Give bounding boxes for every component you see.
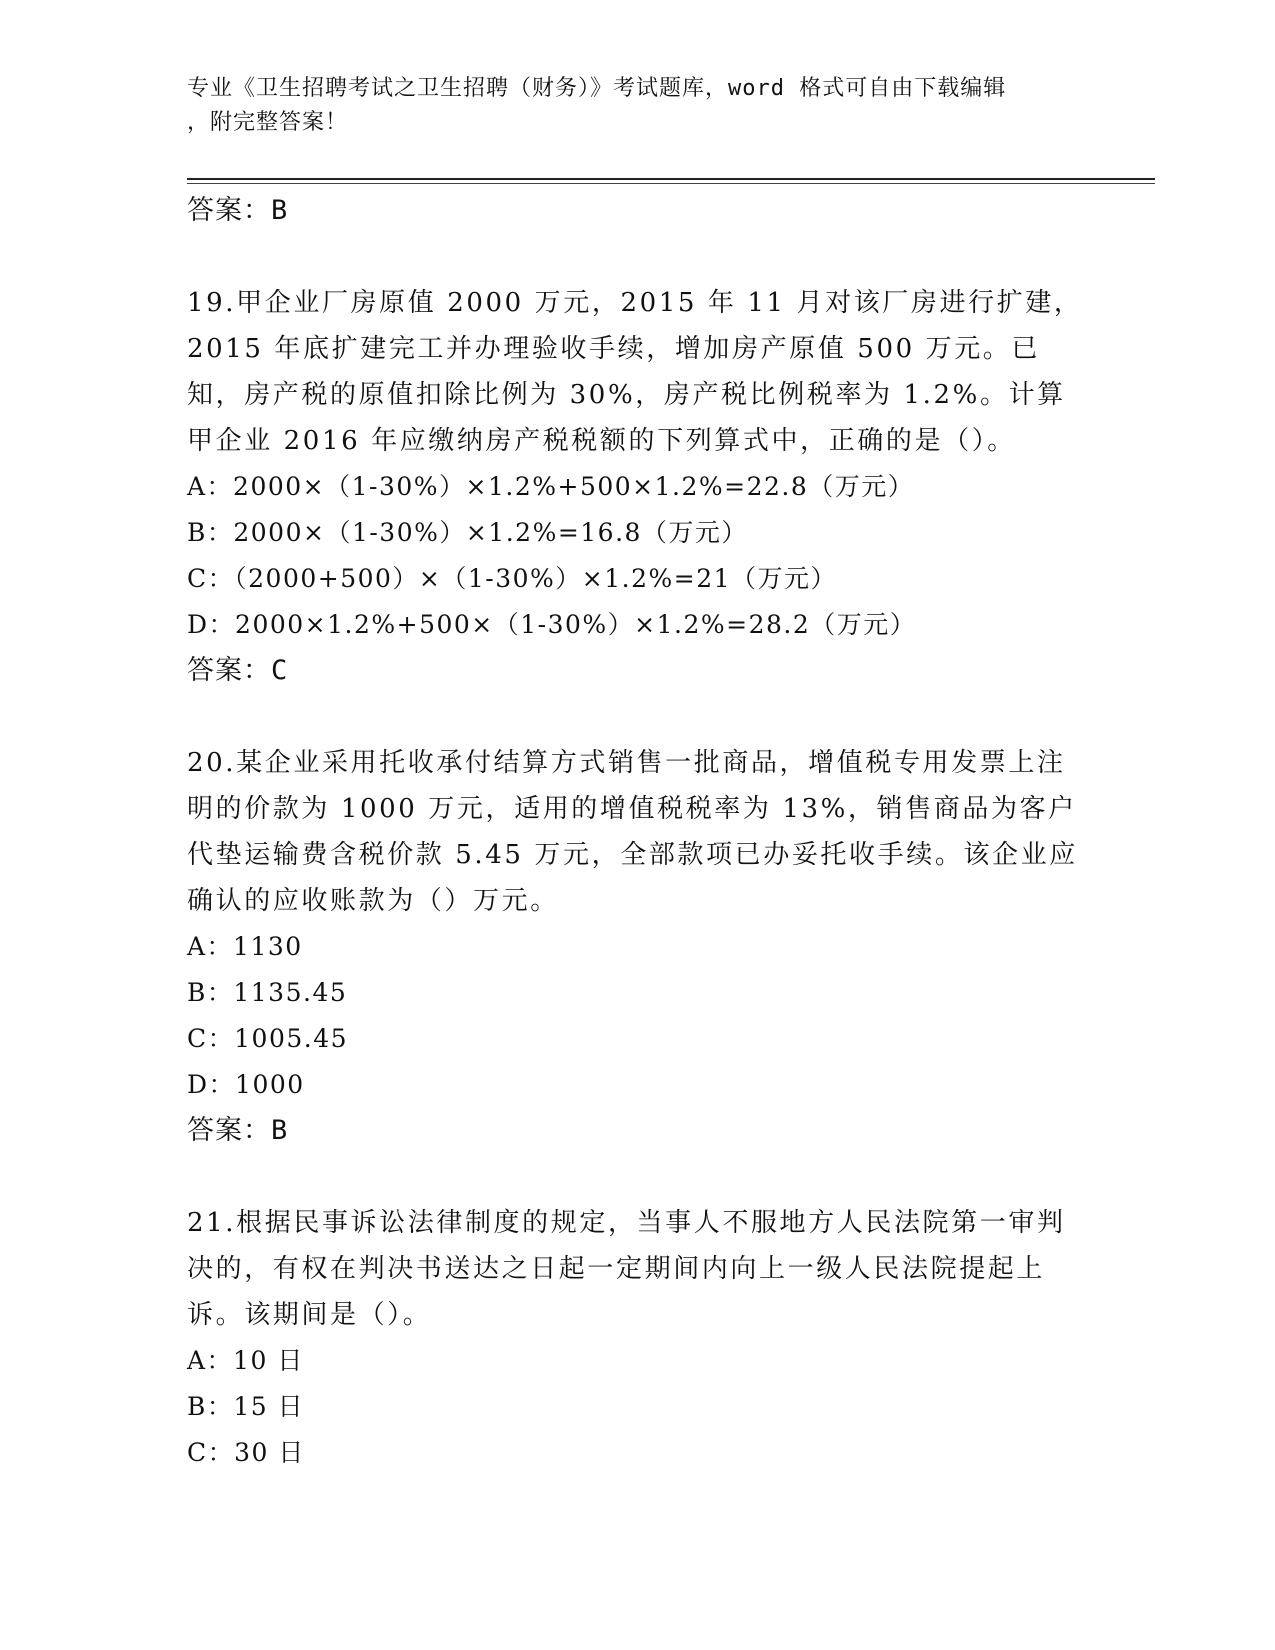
option-c: C：（2000+500）×（1-30%）×1.2%=21（万元） bbox=[187, 564, 838, 593]
option-d: D：2000×1.2%+500×（1-30%）×1.2%=28.2（万元） bbox=[187, 610, 917, 639]
option-b: B：2000×（1-30%）×1.2%=16.8（万元） bbox=[187, 518, 748, 547]
option-c: C：1005.45 bbox=[187, 1024, 349, 1053]
option-b: B：1135.45 bbox=[187, 978, 348, 1007]
question-text: 20.某企业采用托收承付结算方式销售一批商品，增值税专用发票上注明的价款为 1000 万元，适用的增值税税率为 13%，销售商品为客户代垫运输费含税价款 5.45 万元，全部款项已办妥托收手续。该企业应确认的应收账款为（）万元。 bbox=[187, 748, 1078, 916]
option-b: B：15 日 bbox=[187, 1392, 305, 1421]
question-21 bbox=[187, 1200, 1087, 1476]
header-line-1: 专业《卫生招聘考试之卫生招聘（财务）》考试题库，word 格式可自由下载编辑 bbox=[187, 76, 1007, 101]
document-header bbox=[187, 72, 1067, 140]
question-20 bbox=[187, 740, 1087, 1154]
option-a: A：10 日 bbox=[187, 1346, 304, 1375]
question-text: 21.根据民事诉讼法律制度的规定，当事人不服地方人民法院第一审判决的，有权在判决书送达之日起一定期间内向上一级人民法院提起上诉。该期间是（）。 bbox=[187, 1208, 1066, 1330]
previous-answer: 答案：B bbox=[187, 195, 289, 226]
option-d: D：1000 bbox=[187, 1070, 305, 1099]
question-19 bbox=[187, 280, 1087, 694]
question-answer: 答案：C bbox=[187, 655, 289, 686]
question-answer: 答案：B bbox=[187, 1115, 289, 1146]
question-text: 19.甲企业厂房原值 2000 万元，2015 年 11 月对该厂房进行扩建，2015 年底扩建完工并办理验收手续，增加房产原值 500 万元。已知，房产税的原值扣除比例为 30%，房产税比例税率为 1.2%。计算甲企业 2016 年应缴纳房产税税额的下列算式中，正确的是（）。 bbox=[187, 288, 1083, 456]
document-body bbox=[187, 188, 1087, 1476]
header-divider-thin bbox=[187, 183, 1155, 184]
option-a: A：2000×（1-30%）×1.2%+500×1.2%=22.8（万元） bbox=[187, 472, 915, 501]
option-a: A：1130 bbox=[187, 932, 303, 961]
header-divider-thick bbox=[187, 178, 1155, 180]
header-line-2: ，附完整答案！ bbox=[187, 110, 349, 135]
option-c: C：30 日 bbox=[187, 1438, 305, 1467]
